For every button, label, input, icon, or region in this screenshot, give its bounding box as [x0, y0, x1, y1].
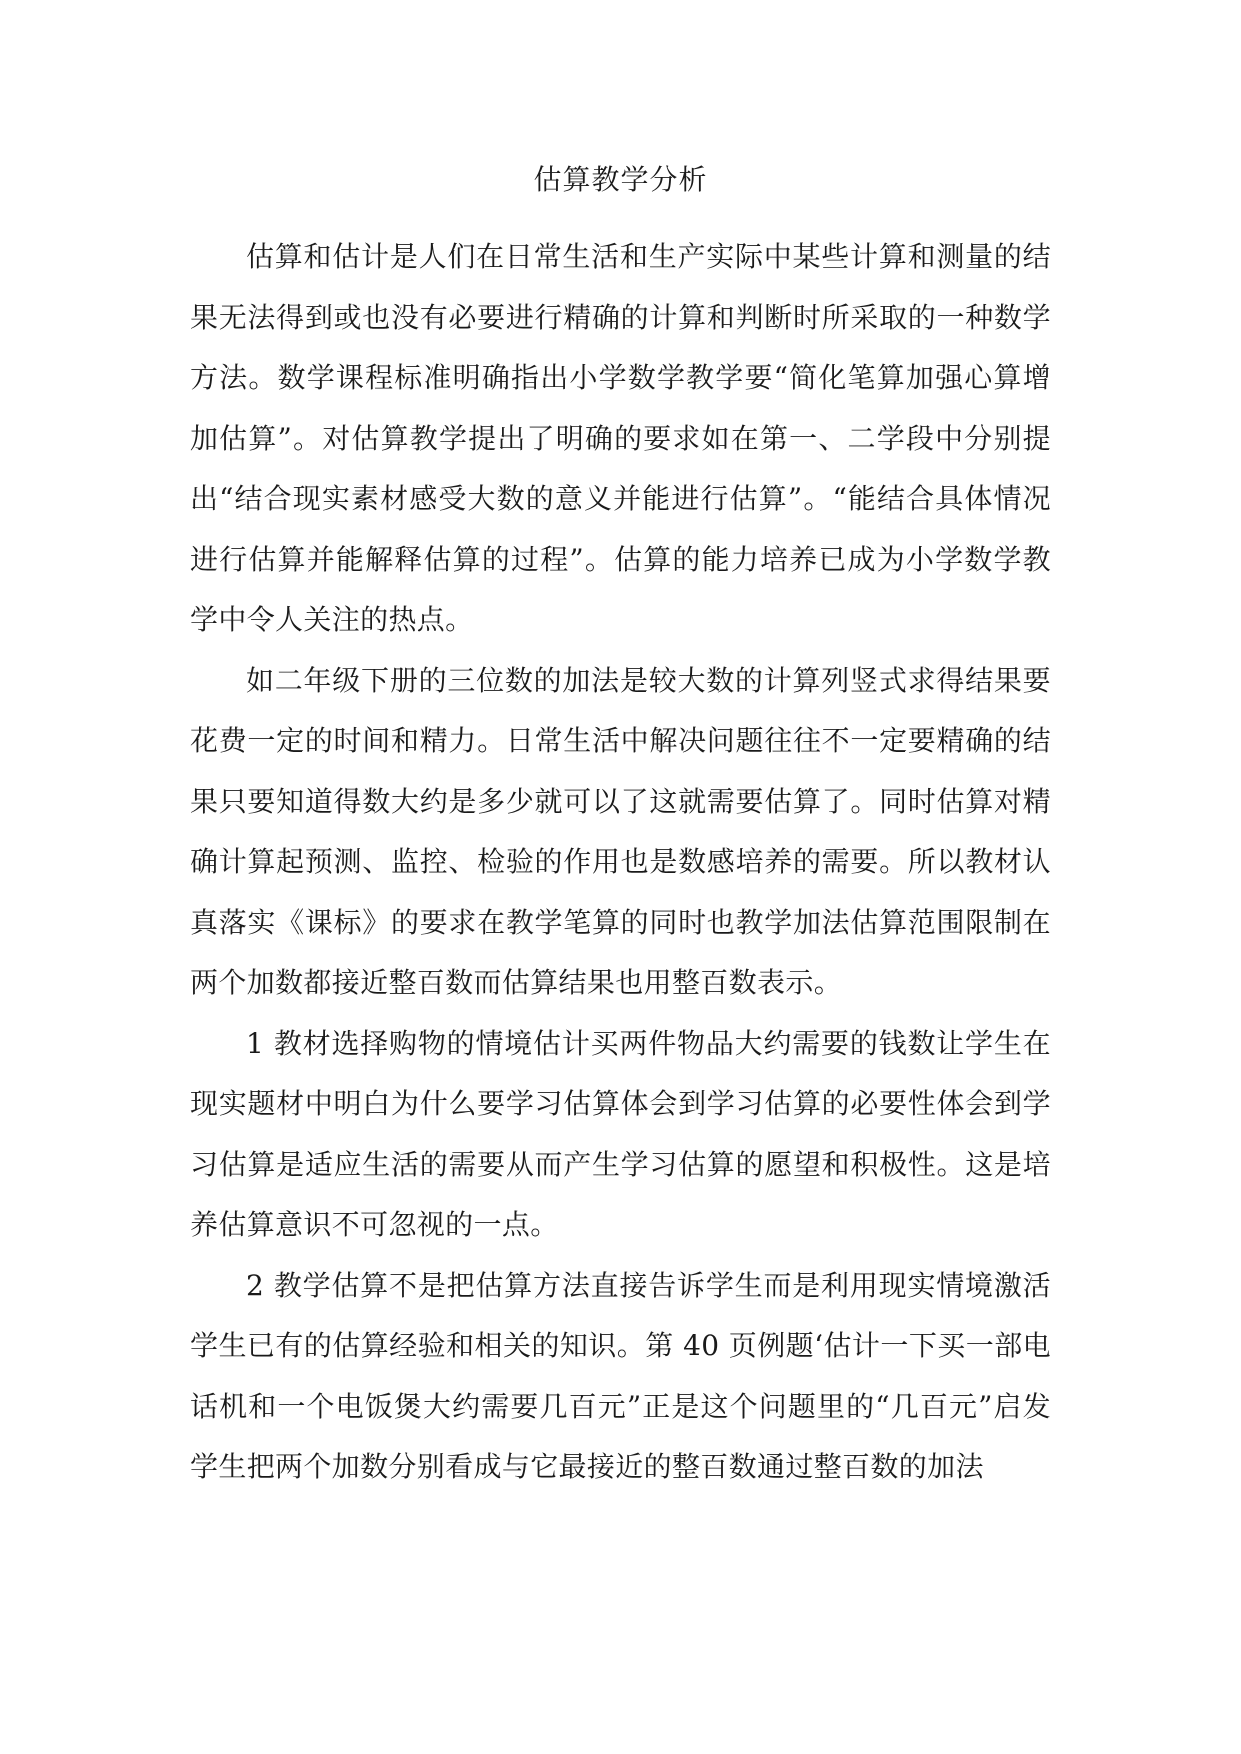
paragraph-point-1: 1 教材选择购物的情境估计买两件物品大约需要的钱数让学生在现实题材中明白为什么要学习估算体会到学习估算的必要性体会到学习估算是适应生活的需要从而产生学习估算的愿望和积极性。这是培养估算意识不可忽视的一点。 [190, 1026, 1051, 1241]
paragraph-intro: 估算和估计是人们在日常生活和生产实际中某些计算和测量的结果无法得到或也没有必要进行精确的计算和判断时所采取的一种数学方法。数学课程标准明确指出小学数学教学要“简化笔算加强心算增加估算”。对估算教学提出了明确的要求如在第一、二学段中分别提出“结合现实素材感受大数的意义并能进行估算”。“能结合具体情况进行估算并能解释估算的过程”。估算的能力培养已成为小学数学教学中令人关注的热点。 [190, 240, 1051, 636]
document-body [190, 227, 1051, 1498]
paragraph-example: 如二年级下册的三位数的加法是较大数的计算列竖式求得结果要花费一定的时间和精力。日常生活中解决问题往往不一定要精确的结果只要知道得数大约是多少就可以了这就需要估算了。同时估算对精确计算起预测、监控、检验的作用也是数感培养的需要。所以教材认真落实《课标》的要求在教学笔算的同时也教学加法估算范围限制在两个加数都接近整百数而估算结果也用整百数表示。 [190, 663, 1051, 999]
document-title: 估算教学分析 [533, 163, 708, 196]
paragraph-point-2: 2 教学估算不是把估算方法直接告诉学生而是利用现实情境激活学生已有的估算经验和相关的知识。第 40 页例题‘估计一下买一部电话机和一个电饭煲大约需要几百元”正是这个问题里的“几百元”启发学生把两个加数分别看成与它最接近的整百数通过整百数的加法 [190, 1268, 1051, 1483]
